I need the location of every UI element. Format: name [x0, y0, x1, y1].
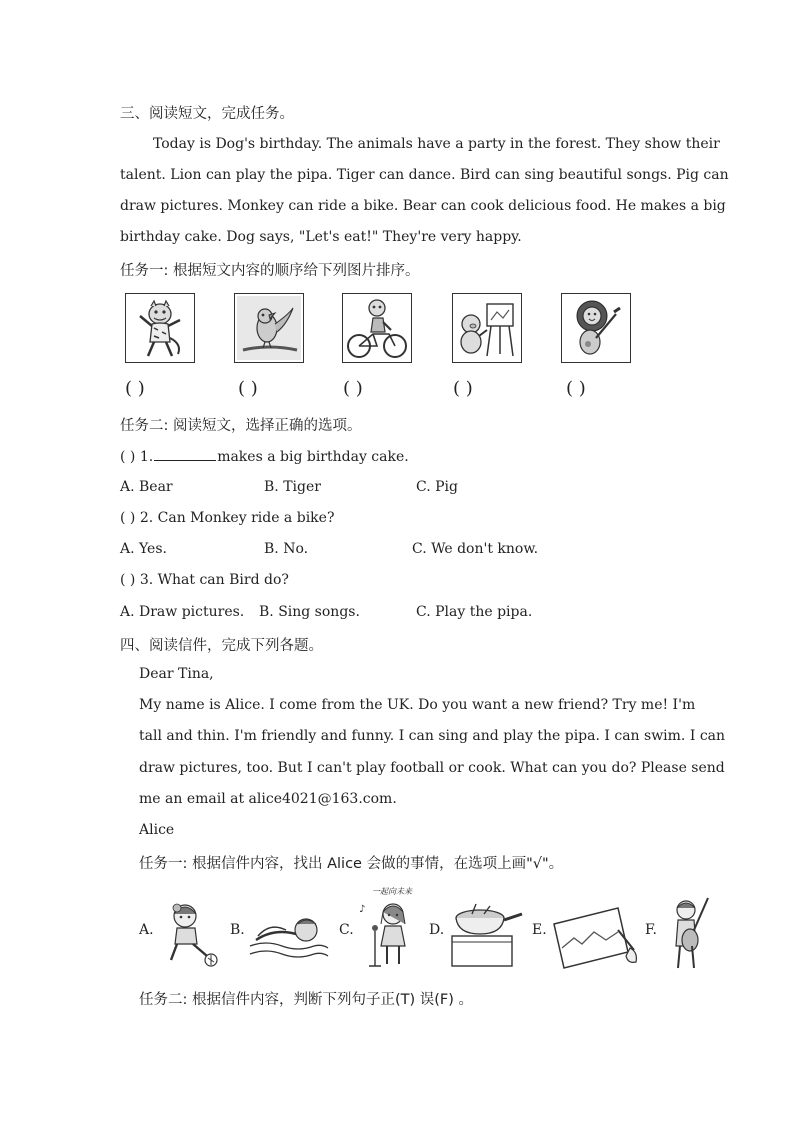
- monkey-bike-icon: [343, 294, 411, 362]
- section3-task1: 任务一: 根据短文内容的顺序给下列图片排序。: [120, 263, 420, 279]
- letter-line-3: draw pictures, too. But I can't play football or cook. What can you do? Please send: [139, 760, 725, 776]
- paren-text: ( ): [238, 378, 258, 399]
- choice-c-letter[interactable]: C.: [339, 922, 354, 938]
- picture-monkey: [342, 293, 412, 363]
- cooking-pot-icon[interactable]: [446, 900, 526, 970]
- girl-pipa-icon[interactable]: [664, 892, 714, 972]
- passage-line-2: talent. Lion can play the pipa. Tiger can dance. Bird can sing beautiful songs. Pig can: [120, 167, 729, 183]
- section3-task2: 任务二: 阅读短文，选择正确的选项。: [120, 418, 362, 434]
- section4-task2: 任务二: 根据信件内容，判断下列句子正(T) 误(F) 。: [139, 992, 474, 1008]
- pig-drawing-icon: [453, 294, 521, 362]
- choice-d-letter[interactable]: D.: [429, 922, 445, 938]
- answer-paren-2[interactable]: [238, 378, 258, 399]
- bird-singing-icon: [235, 294, 303, 362]
- girl-football-icon[interactable]: [155, 898, 225, 968]
- choice-e-letter[interactable]: E.: [532, 922, 547, 938]
- question-1-suffix: makes a big birthday cake.: [217, 449, 409, 465]
- q2-option-b[interactable]: B. No.: [264, 541, 309, 557]
- section4-task1: 任务一: 根据信件内容，找出 Alice 会做的事情，在选项上画"√"。: [139, 856, 564, 872]
- painting-icon[interactable]: [548, 902, 643, 972]
- question-2: ( ) 2. Can Monkey ride a bike?: [120, 510, 335, 526]
- picture-pig: [452, 293, 522, 363]
- choice-f-letter[interactable]: F.: [645, 922, 657, 938]
- answer-paren-5[interactable]: [566, 378, 586, 399]
- paren-text: ( ): [343, 378, 363, 399]
- question-1-prefix: ( ) 1.: [120, 449, 154, 465]
- q1-option-a[interactable]: A. Bear: [120, 479, 173, 495]
- picture-tiger: [125, 293, 195, 363]
- answer-paren-3[interactable]: [343, 378, 363, 399]
- answer-paren-4[interactable]: [453, 378, 473, 399]
- swimmer-icon[interactable]: [246, 906, 331, 966]
- section3-heading: 三、阅读短文，完成任务。: [120, 106, 294, 122]
- answer-paren-1[interactable]: [125, 378, 145, 399]
- question-1: [120, 448, 409, 465]
- choice-b-letter[interactable]: B.: [230, 922, 245, 938]
- picture-bird: [234, 293, 304, 363]
- q1-option-c[interactable]: C. Pig: [416, 479, 458, 495]
- letter-signature: Alice: [139, 822, 175, 838]
- tiger-dancing-icon: [126, 294, 194, 362]
- letter-line-1: My name is Alice. I come from the UK. Do you want a new friend? Try me! I'm: [139, 697, 696, 713]
- paren-text: ( ): [125, 378, 145, 399]
- picture-lion: [561, 293, 631, 363]
- q3-option-c[interactable]: C. Play the pipa.: [416, 604, 533, 620]
- q3-option-a[interactable]: A. Draw pictures.: [120, 604, 245, 620]
- question-3: ( ) 3. What can Bird do?: [120, 572, 289, 588]
- letter-line-2: tall and thin. I'm friendly and funny. I can sing and play the pipa. I can swim. I can: [139, 728, 726, 744]
- letter-line-4: me an email at alice4021@163.com.: [139, 791, 397, 807]
- choice-a-letter[interactable]: A.: [139, 922, 154, 938]
- singing-banner: 一起向未来: [372, 887, 412, 896]
- q2-option-a[interactable]: A. Yes.: [120, 541, 167, 557]
- q3-option-b[interactable]: B. Sing songs.: [259, 604, 360, 620]
- girl-singing-icon[interactable]: [355, 894, 425, 974]
- paren-text: ( ): [453, 378, 473, 399]
- q2-option-c[interactable]: C. We don't know.: [412, 541, 539, 557]
- passage-line-3: draw pictures. Monkey can ride a bike. Bear can cook delicious food. He makes a big: [120, 198, 726, 214]
- svg-text:♪: ♪: [359, 904, 366, 915]
- paren-text: ( ): [566, 378, 586, 399]
- passage-line-4: birthday cake. Dog says, "Let's eat!" They're very happy.: [120, 229, 522, 245]
- section4-heading: 四、阅读信件，完成下列各题。: [120, 638, 323, 654]
- letter-greeting: Dear Tina,: [139, 666, 214, 682]
- lion-pipa-icon: [562, 294, 630, 362]
- q1-option-b[interactable]: B. Tiger: [264, 479, 321, 495]
- passage-line-1: Today is Dog's birthday. The animals have a party in the forest. They show their: [153, 136, 720, 152]
- question-1-blank[interactable]: [154, 448, 216, 461]
